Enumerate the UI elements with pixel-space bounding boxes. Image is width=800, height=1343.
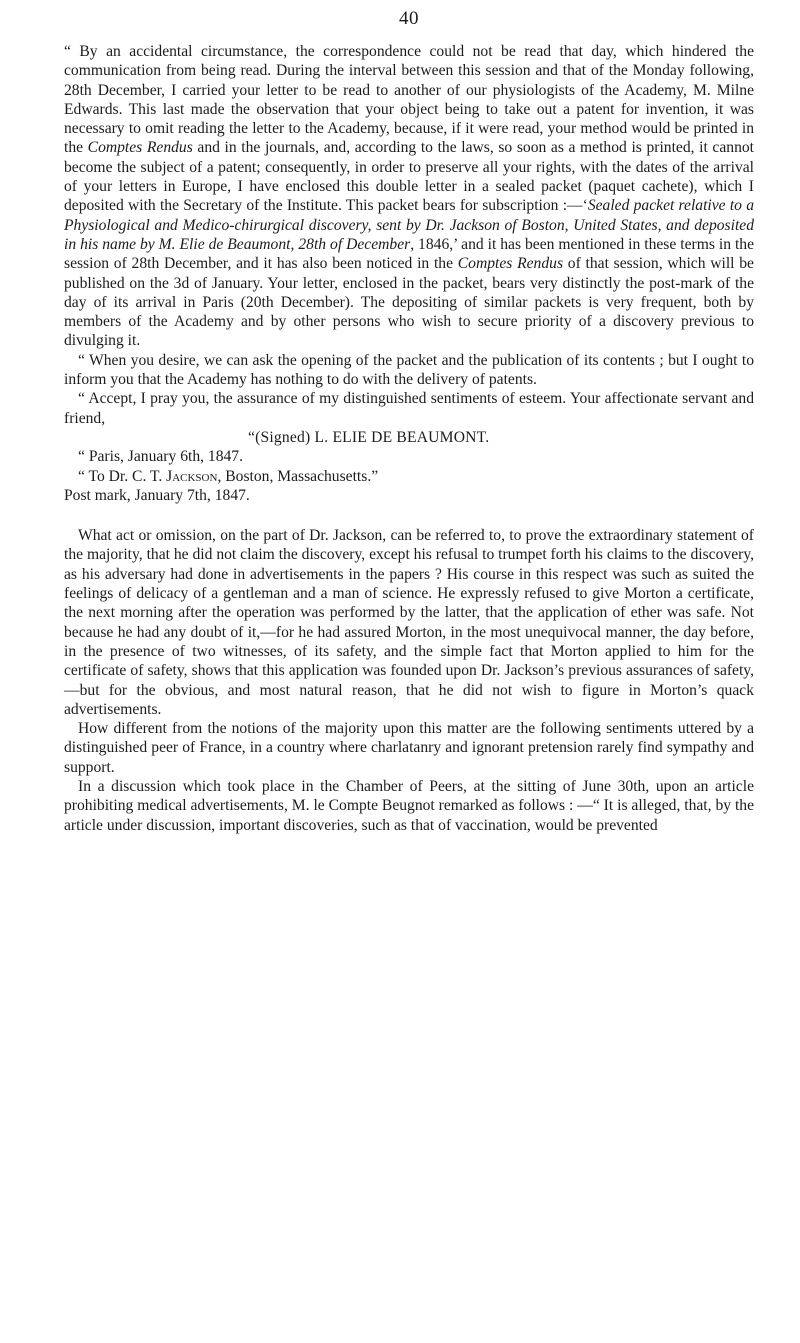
recipient-place: , Boston, Massachusetts.” — [217, 467, 379, 485]
body-paragraph-3: In a discussion which took place in the Chamber of Peers, at the sitting of June 30th, upon an article prohibiting medical advertisements, M. le Compte Beugnot remarked as follows : —“ It is alleged, that, by the article under discussion, important discoveries, such as that of vaccination, would be prevented — [64, 777, 754, 834]
page-number: 40 — [399, 8, 419, 29]
letter-paragraph-3: “ Accept, I pray you, the assurance of my distinguished sentiments of esteem. Your affectionate servant and friend, — [64, 390, 754, 427]
letter-paragraph-1 — [64, 42, 754, 351]
letter-place-date: “ Paris, January 6th, 1847. — [78, 448, 244, 466]
page-text — [64, 42, 754, 835]
letter-text: “ By an accidental circumstance, the correspondence could not be read that day, which hindered the communication from being read. During the interval between this session and that of the Monday following, 28th December, I carried your letter to be read to another of our physiologists of the Academy, M. Milne Edwards. This last made the observation that your object being to take out a patent for invention, it was necessary to omit reading the letter to the Academy, because, if it were read, your method would be printed in the — [64, 43, 754, 157]
body-paragraph-2: How different from the notions of the majority upon this matter are the following sentiments uttered by a distinguished peer of France, in a country where charlatanry and ignorant pretension rarely find sympathy and support. — [64, 720, 754, 776]
italic-title: Comptes Rendus — [87, 139, 193, 157]
body-paragraph-1: What act or omission, on the part of Dr. Jackson, can be referred to, to prove the extraordinary statement of the majority, that he did not claim the discovery, except his refusal to trumpet forth his claims to the discovery, as his adversary had done in advertisements in the papers ? His course in this respect was such as suited the feelings of delicacy of a gentleman and a man of science. He expressly refused to give Morton a certificate, the next morning after the operation was performed by the latter, that the application of ether was safe. Not because he had any doubt of it,—for he had assured Morton, in the most unequivocal manner, the day before, in the presence of two witnesses, of its safety, and the simple fact that Morton applied to him for the certificate of safety, shows that this application was founded upon Dr. Jackson’s previous assurances of safety,—but for the obvious, and most natural reason, that he did not wish to figure in Morton’s quack advertisements. — [64, 527, 754, 718]
letter-signature: “(Signed) L. ELIE DE BEAUMONT. — [248, 428, 490, 446]
postmark-line: Post mark, January 7th, 1847. — [64, 486, 250, 504]
letter-text: of that session, which will be published on the 3d of January. Your letter, enclosed in the packet, bears very distinctly the post-mark of the day of its arrival in Paris (20th December). The depositing of similar packets is very frequent, both by members of the Academy and by other persons who wish to secure priority of a discovery previous to divulging it. — [64, 255, 754, 350]
letter-paragraph-2: “ When you desire, we can ask the opening of the packet and the publication of its contents ; but I ought to inform you that the Academy has nothing to do with the delivery of patents. — [64, 351, 754, 389]
packet-subscription: Sealed packet relative to a Physiological and Medico-chirurgical discovery, sent by Dr. Jackson of Boston, United States, and deposited in his name by M. Elie de Beaumont, 28th of December — [64, 197, 754, 253]
letter-text: and in the journals, and, according to the laws, so soon as a method is printed, it cannot become the subject of a patent; consequently, in order to preserve all your rights, with the dates of the arrival of your letters in Europe, I have enclosed this double letter in a sealed packet (paquet cachete), which I deposited with the Secretary of the Institute. This packet bears for subscription :—‘ — [64, 139, 754, 215]
recipient-prefix: “ To Dr. C. T. — [78, 467, 167, 485]
recipient-name: Jackson — [166, 467, 218, 485]
letter-text: , 1846,’ and it has been mentioned in these terms in the session of 28th December, and it has also been noticed in the — [64, 235, 755, 273]
letter-recipient — [64, 467, 754, 486]
section-gap — [64, 505, 754, 526]
italic-title: Comptes Rendus — [457, 255, 564, 273]
